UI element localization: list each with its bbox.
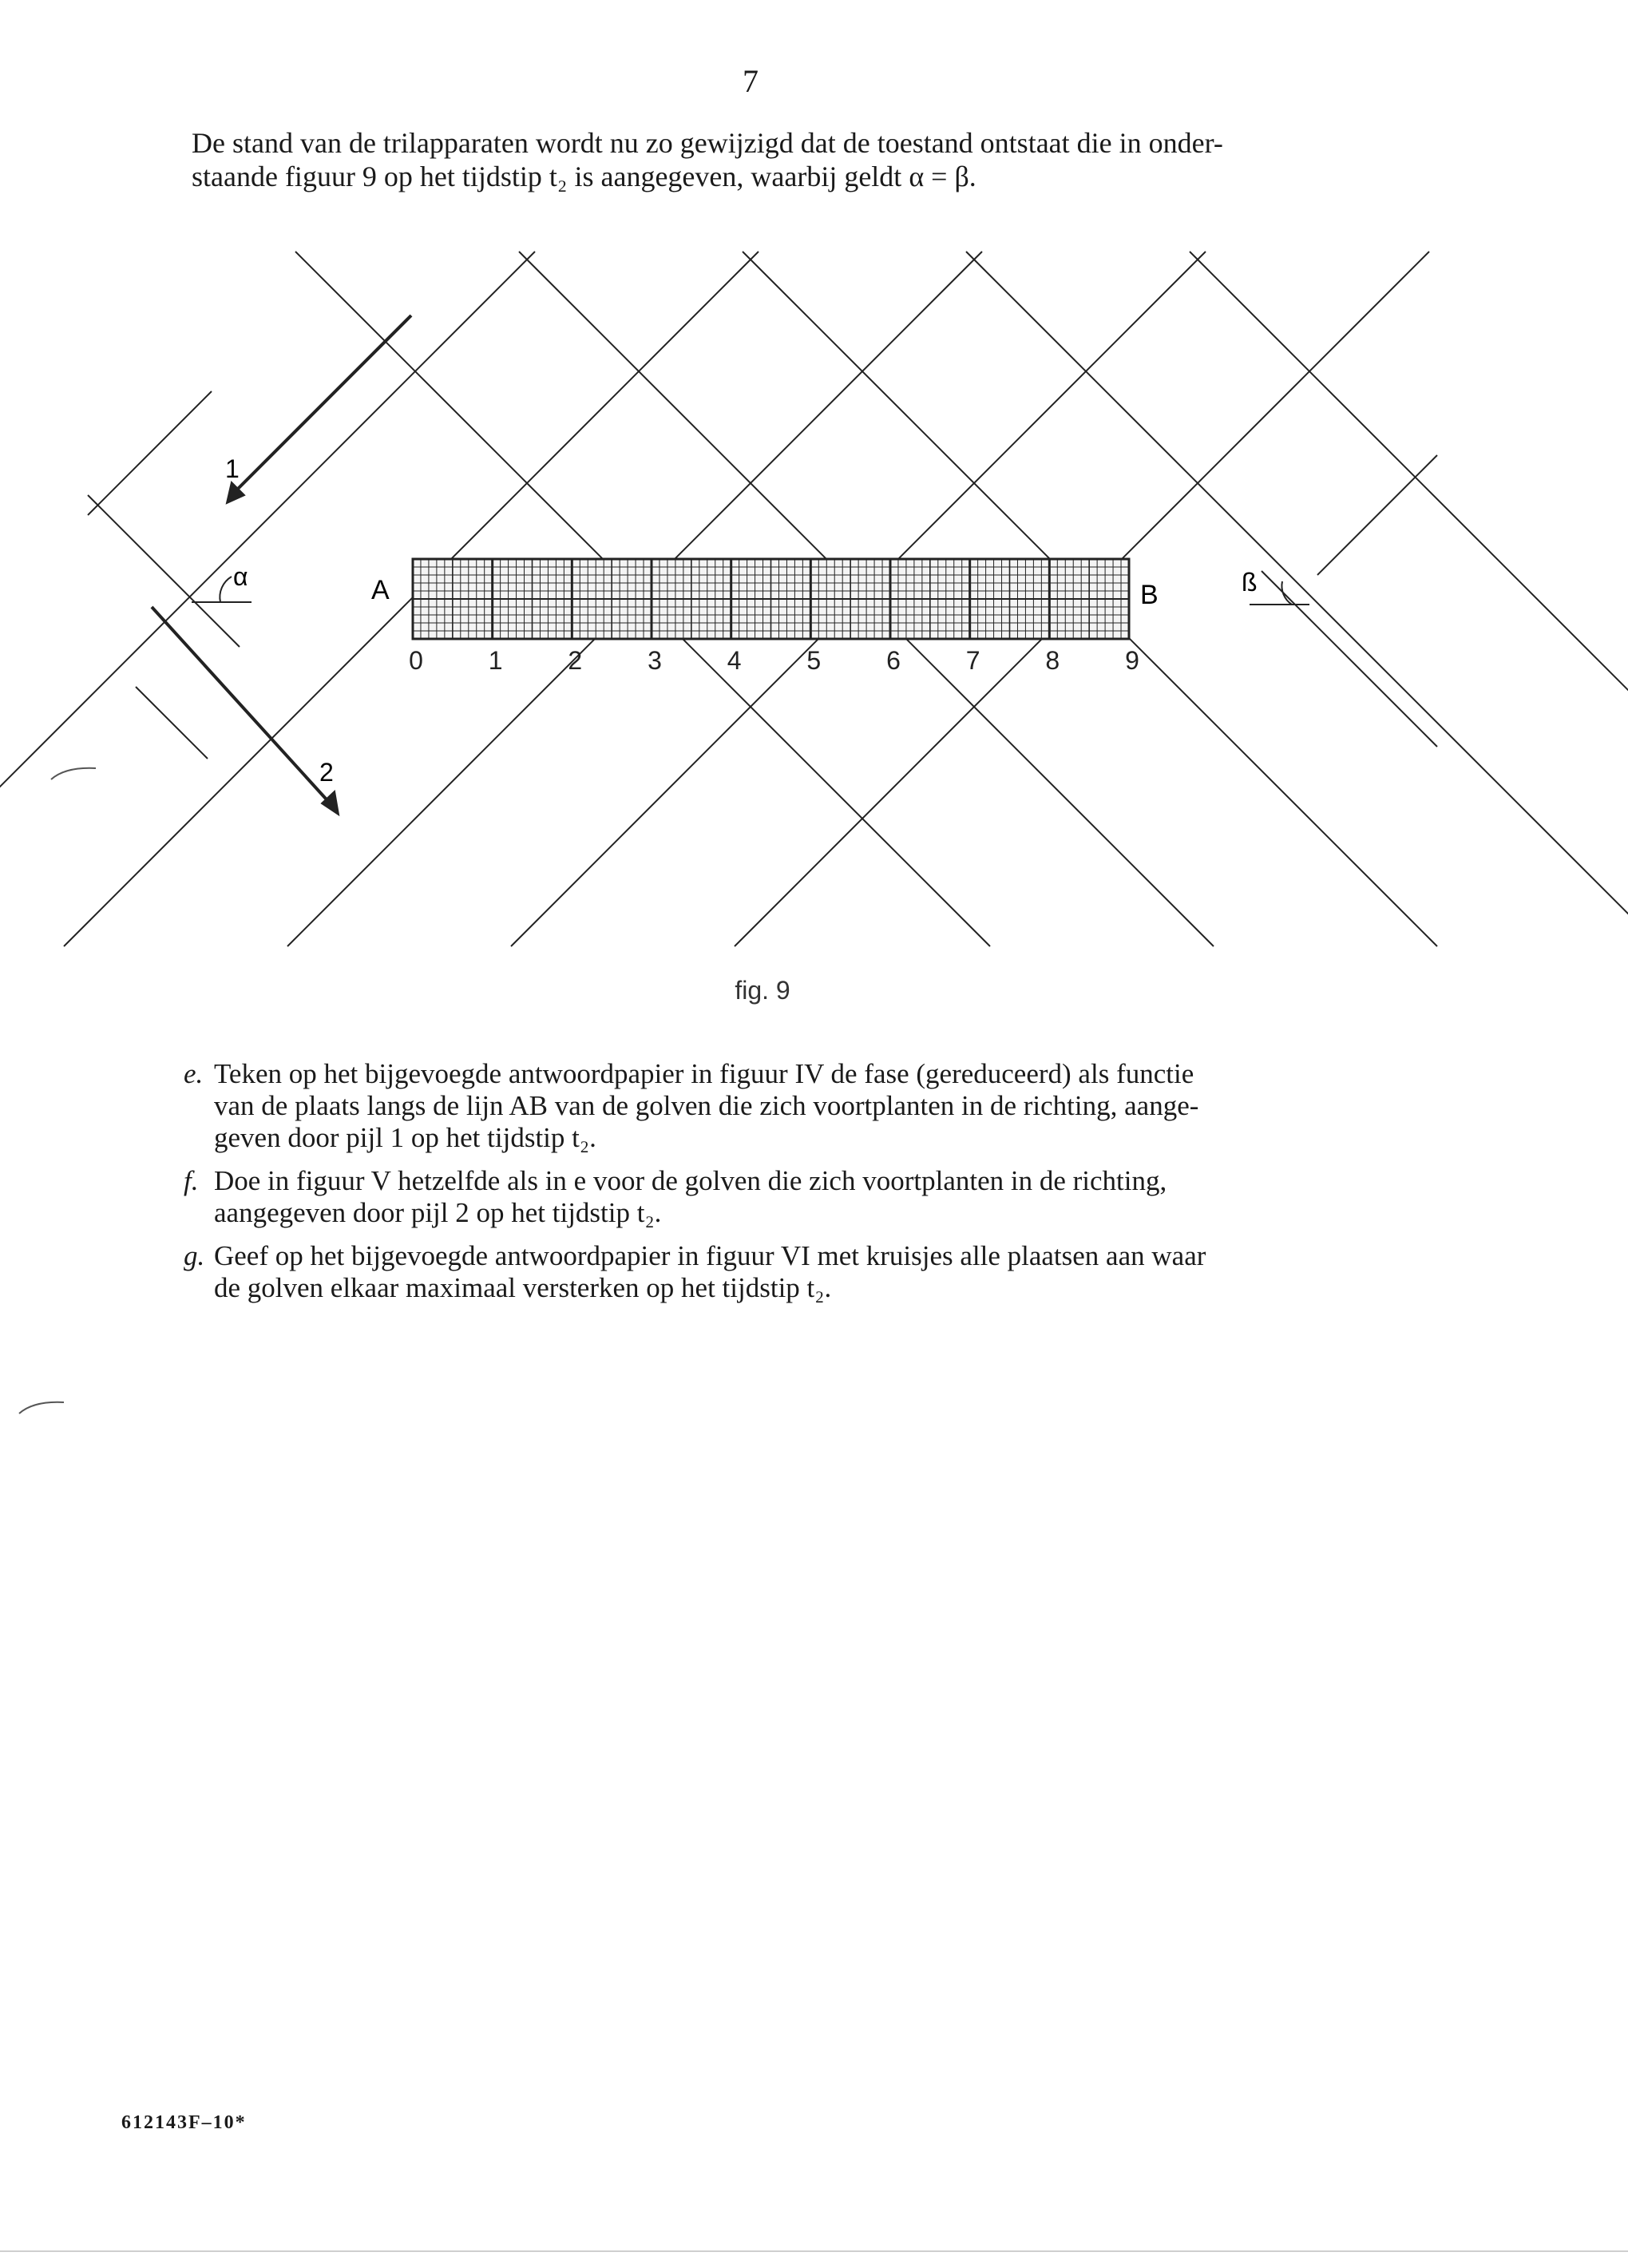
ruler-tick-label: 0 <box>409 646 423 675</box>
label-a: A <box>371 575 390 605</box>
wavefront-line-down <box>1262 571 1437 747</box>
question-g <box>184 1240 1365 1304</box>
wavefront-line-down <box>1190 252 1628 946</box>
arrow-2 <box>152 607 339 815</box>
label-b: B <box>1140 580 1159 610</box>
question-line: Doe in figuur V hetzelfde als in e voor de golven die zich voortplanten in de richting, <box>214 1165 1167 1196</box>
question-line: geven door pijl 1 op het tijdstip t₂. <box>214 1122 596 1153</box>
ruler-tick-label: 1 <box>488 646 503 675</box>
question-line: Geef op het bijgevoegde antwoordpapier in figuur VI met kruisjes alle plaatsen aan waar <box>214 1240 1206 1271</box>
margin-mark <box>18 1399 65 1415</box>
page-number: 7 <box>743 63 759 99</box>
wavefront-line-up <box>88 391 212 515</box>
question-e <box>184 1058 1365 1154</box>
ruler-tick-label: 2 <box>568 646 583 675</box>
arrow-2-label: 2 <box>319 758 334 787</box>
ruler-tick-label: 3 <box>648 646 662 675</box>
question-letter: g. <box>184 1240 205 1271</box>
ruler-tick-label: 8 <box>1045 646 1060 675</box>
question-line: de golven elkaar maximaal versterken op het tijdstip t₂. <box>214 1272 832 1303</box>
question-letter: f. <box>184 1165 199 1196</box>
question-f <box>184 1165 1365 1229</box>
ruler-grid <box>413 559 1129 639</box>
wavefront-line-down <box>88 495 240 647</box>
intro-line: staande figuur 9 op het tijdstip t₂ is aangegeven, waarbij geldt α = β. <box>192 161 976 192</box>
ruler-tick-label: 6 <box>886 646 901 675</box>
ruler-tick-label: 4 <box>727 646 742 675</box>
wavefront-line-down <box>136 687 208 759</box>
ruler-tick-label: 7 <box>965 646 980 675</box>
ruler-tick-label: 9 <box>1125 646 1139 675</box>
beta-label: ß <box>1242 568 1258 597</box>
footer-code: 612143F–10* <box>121 2112 247 2133</box>
bottom-rule <box>0 2250 1628 2252</box>
question-letter: e. <box>184 1058 204 1089</box>
alpha-label: α <box>233 562 248 591</box>
ruler-tick-label: 5 <box>806 646 822 675</box>
arrow-1-label: 1 <box>225 454 240 483</box>
arrow-1 <box>227 315 411 503</box>
question-line: aangegeven door pijl 2 op het tijdstip t₂. <box>214 1197 662 1228</box>
figure-caption: fig. 9 <box>735 976 790 1005</box>
intro-line: De stand van de trilapparaten wordt nu zo gewijzigd dat de toestand ontstaat die in onder- <box>192 127 1223 159</box>
intro-paragraph <box>192 126 1373 193</box>
margin-mark <box>50 765 97 781</box>
question-line: Teken op het bijgevoegde antwoordpapier in figuur IV de fase (gereduceerd) als functie <box>214 1058 1194 1089</box>
questions-list <box>184 1058 1365 1315</box>
wave-figure <box>0 240 1628 1022</box>
wavefront-line-up <box>1317 455 1437 575</box>
question-line: van de plaats langs de lijn AB van de golven die zich voortplanten in de richting, aange- <box>214 1090 1199 1121</box>
